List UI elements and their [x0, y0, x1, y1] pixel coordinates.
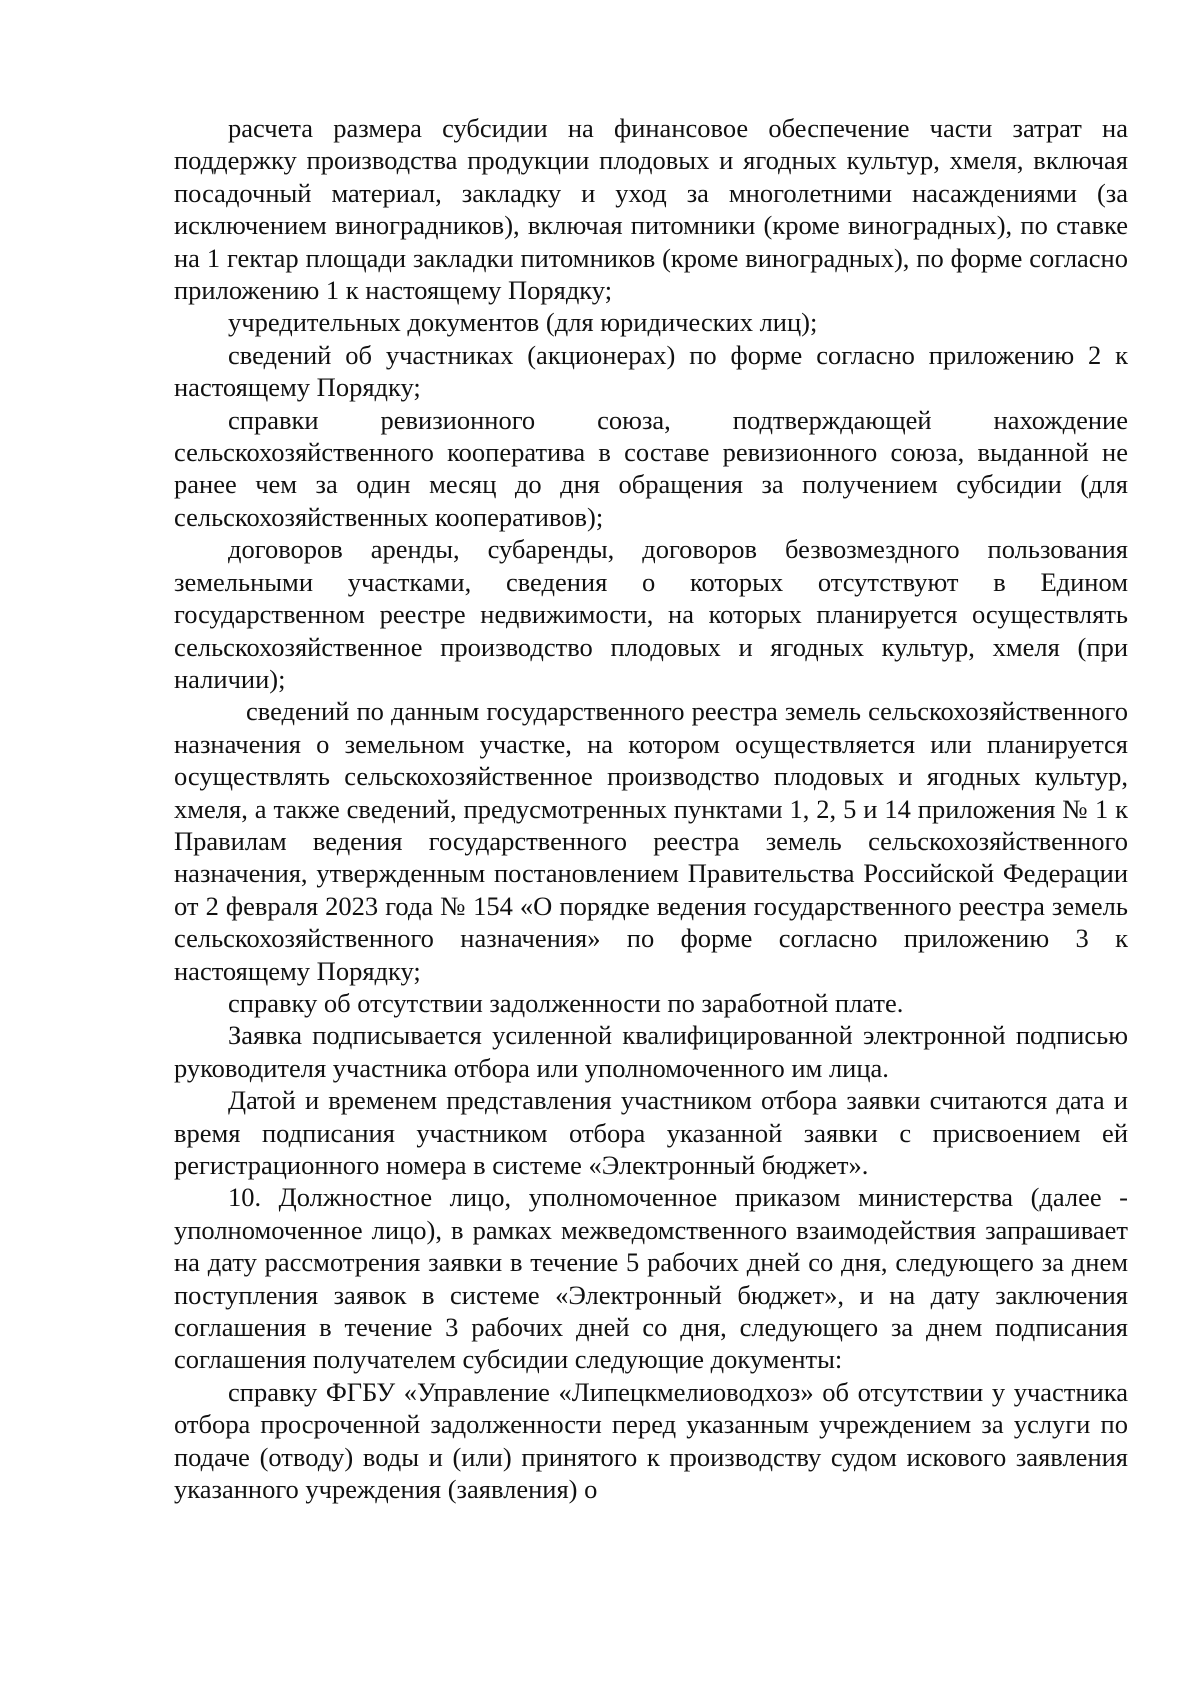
paragraph-audit-union-certificate: справки ревизионного союза, подтверждающей нахождение сельскохозяйственного кооператива в составе ревизионного союза, выданной не ранее чем за один месяц до дня обращения за получением субсидии (для сельскохозяйственных кооперативов);	[174, 404, 1128, 532]
paragraph-founding-documents: учредительных документов (для юридических лиц);	[228, 307, 818, 338]
paragraph-fgbu-certificate: справку ФГБУ «Управление «Липецкмелиоводхоз» об отсутствии у участника отбора просроченной задолженности перед указанным учреждением за услуги по подаче (отводу) воды и (или) принятого к производству судом искового заявления указанного учреждения (заявления) о	[174, 1376, 1128, 1505]
paragraph-shareholders-info: сведений об участниках (акционерах) по форме согласно приложению 2 к настоящему Порядку;	[174, 339, 1128, 403]
paragraph-application-signature: Заявка подписывается усиленной квалифицированной электронной подписью руководителя участника отбора или уполномоченного им лица.	[174, 1020, 1128, 1083]
paragraph-submission-date: Датой и временем представления участником отбора заявки считаются дата и время подписания участником отбора указанной заявки с присвоением ей регистрационного номера в системе «Электронный бюджет».	[174, 1085, 1128, 1180]
paragraph-subsidy-calculation: расчета размера субсидии на финансовое обеспечение части затрат на поддержку производства продукции плодовых и ягодных культур, хмеля, включая посадочный материал, закладку и уход за многолетними насаждениями (за исключением виноградников), включая питомники (кроме виноградных), по ставке на 1 гектар площади закладки питомников (кроме виноградных), по форме согласно приложению 1 к настоящему Порядку;	[174, 113, 1128, 306]
paragraph-land-registry-info: сведений по данным государственного реестра земель сельскохозяйственного назначения о земельном участке, на котором осуществляется или планируется осуществлять сельскохозяйственное производство плодовых и ягодных культур, хмеля, а также сведений, предусмотренных пунктами 1, 2, 5 и 14 приложения № 1 к Правилам ведения государственного реестра земель сельскохозяйственного назначения, утвержденным постановлением Правительства Российской Федерации от 2 февраля 2023 года № 154 «О порядке ведения государственного реестра земель сельскохозяйственного назначения» по форме согласно приложению 3 к настоящему Порядку;	[174, 696, 1128, 986]
paragraph-lease-agreements: договоров аренды, субаренды, договоров безвозмездного пользования земельными участками, сведения о которых отсутствуют в Едином государственном реестре недвижимости, на которых планируется осуществлять сельскохозяйственное производство плодовых и ягодных культур, хмеля (при наличии);	[174, 534, 1128, 694]
document-body	[174, 112, 1128, 1505]
paragraph-no-wage-debt: справку об отсутствии задолженности по заработной плате.	[228, 987, 904, 1018]
paragraph-section-10: 10. Должностное лицо, уполномоченное приказом министерства (далее - уполномоченное лицо), в рамках межведомственного взаимодействия запрашивает на дату рассмотрения заявки в течение 5 рабочих дней со дня, следующего за днем поступления заявок в системе «Электронный бюджет», и на дату заключения соглашения в течение 3 рабочих дней со дня, следующего за днем подписания соглашения получателем субсидии следующие документы:	[174, 1182, 1128, 1375]
